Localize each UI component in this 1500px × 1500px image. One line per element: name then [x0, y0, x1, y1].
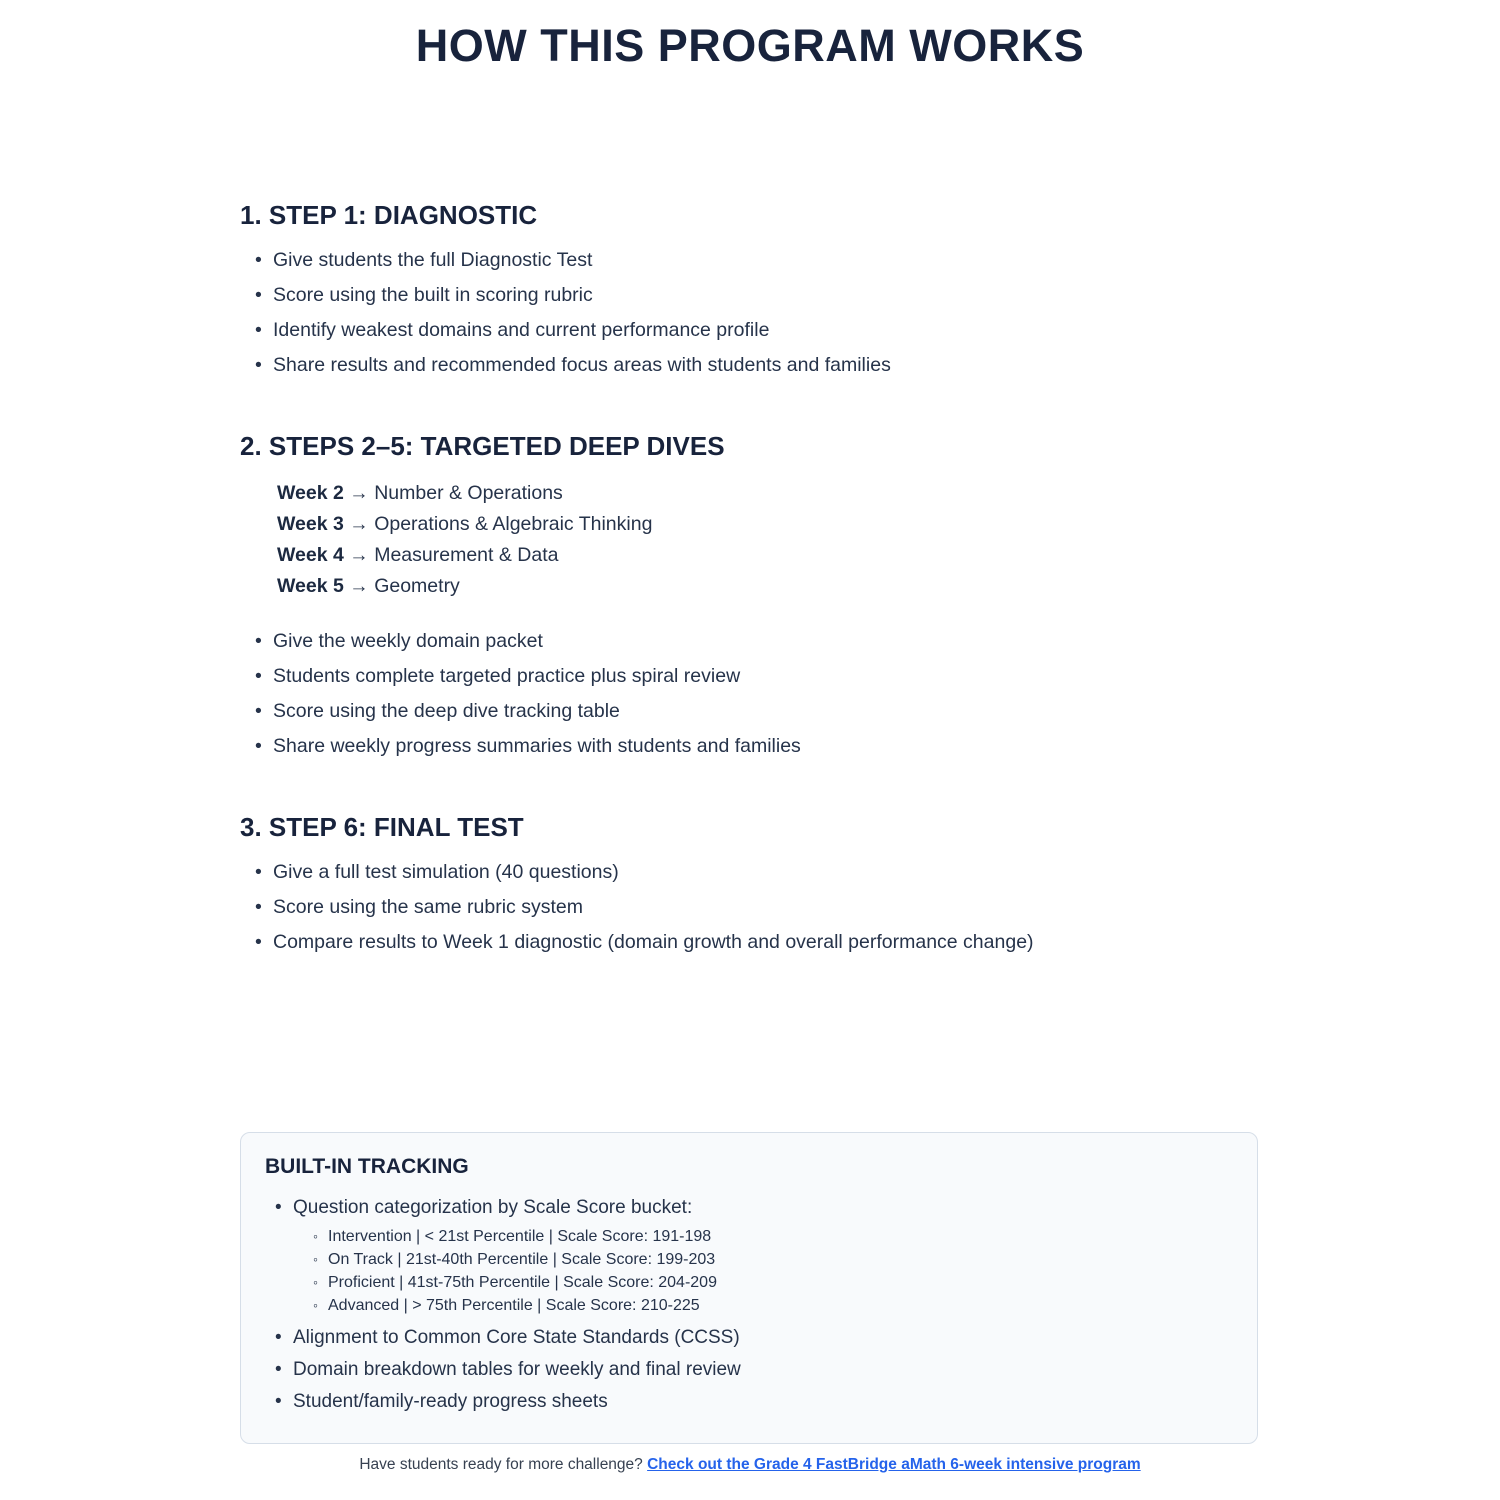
week-line	[277, 571, 1280, 602]
week-label: Week 5	[277, 575, 344, 597]
arrow-icon: →	[349, 513, 369, 535]
bullet-item: • Share weekly progress summaries with students and families	[255, 729, 1280, 764]
arrow-icon: →	[349, 482, 369, 504]
week-line	[277, 509, 1280, 540]
bullet-item: • Give students the full Diagnostic Test	[255, 243, 1280, 278]
bucket-intro-text: Question categorization by Scale Score bucket:	[293, 1197, 693, 1218]
built-in-tracking-panel	[240, 1132, 1258, 1444]
week-topic: Geometry	[374, 575, 460, 597]
bullet-item: • Share results and recommended focus areas with students and families	[255, 348, 1280, 383]
week-line	[277, 540, 1280, 571]
footer	[0, 1456, 1500, 1474]
sub-bullet-item: ◦ On Track | 21st-40th Percentile | Scale Score: 199-203	[313, 1248, 1233, 1271]
bullet-item	[275, 1193, 1233, 1317]
bullet-item: • Score using the built in scoring rubric	[255, 278, 1280, 313]
bullet-item: • Students complete targeted practice plus spiral review	[255, 659, 1280, 694]
bullet-item: • Score using the same rubric system	[255, 890, 1280, 925]
bullet-item: • Score using the deep dive tracking table	[255, 694, 1280, 729]
section-1-heading	[240, 200, 1280, 231]
week-label: Week 3	[277, 513, 344, 535]
section-2-number: 2.	[240, 431, 262, 461]
bullet-item: • Domain breakdown tables for weekly and final review	[275, 1355, 1233, 1385]
intensive-program-link[interactable]: Check out the Grade 4 FastBridge aMath 6-week intensive program	[647, 1456, 1141, 1473]
section-step-1-diagnostic	[240, 200, 1280, 383]
section-3-title: STEP 6: FINAL TEST	[268, 812, 524, 842]
sub-bullet-item: ◦ Proficient | 41st-75th Percentile | Scale Score: 204-209	[313, 1271, 1233, 1294]
section-1-title: STEP 1: DIAGNOSTIC	[268, 200, 538, 230]
bullet-item: • Give a full test simulation (40 questions)	[255, 855, 1280, 890]
section-2-heading	[240, 431, 1280, 462]
section-steps-2-5-deep-dives	[240, 431, 1280, 764]
bullet-item: • Compare results to Week 1 diagnostic (domain growth and overall performance change)	[255, 925, 1280, 960]
section-1-number: 1.	[240, 200, 262, 230]
bullet-item: • Identify weakest domains and current performance profile	[255, 313, 1280, 348]
main-content	[240, 72, 1280, 1444]
section-2-title: STEPS 2–5: TARGETED DEEP DIVES	[268, 431, 725, 461]
bullet-item: • Alignment to Common Core State Standards (CCSS)	[275, 1323, 1233, 1353]
section-2-bullet-list	[240, 624, 1280, 764]
week-topic: Number & Operations	[374, 482, 563, 504]
week-topic: Measurement & Data	[374, 544, 559, 566]
scale-score-bucket-list	[293, 1225, 1233, 1317]
section-step-6-final-test	[240, 812, 1280, 960]
arrow-icon: →	[349, 575, 369, 597]
footer-prompt-text: Have students ready for more challenge?	[359, 1456, 643, 1473]
tracking-panel-heading: BUILT-IN TRACKING	[265, 1155, 469, 1178]
week-topic: Operations & Algebraic Thinking	[374, 513, 653, 535]
week-label: Week 4	[277, 544, 344, 566]
bullet-item: • Student/family-ready progress sheets	[275, 1387, 1233, 1417]
week-line	[277, 478, 1280, 509]
arrow-icon: →	[349, 544, 369, 566]
section-3-bullet-list	[240, 855, 1280, 960]
bullet-item: • Give the weekly domain packet	[255, 624, 1280, 659]
week-label: Week 2	[277, 482, 344, 504]
section-3-number: 3.	[240, 812, 262, 842]
section-1-bullet-list	[240, 243, 1280, 383]
week-schedule-list	[277, 478, 1280, 602]
page-title: HOW THIS PROGRAM WORKS	[415, 20, 1085, 71]
sub-bullet-item: ◦ Intervention | < 21st Percentile | Scale Score: 191-198	[313, 1225, 1233, 1248]
tracking-bullet-list	[265, 1193, 1233, 1417]
section-3-heading	[240, 812, 1280, 843]
sub-bullet-item: ◦ Advanced | > 75th Percentile | Scale Score: 210-225	[313, 1294, 1233, 1317]
